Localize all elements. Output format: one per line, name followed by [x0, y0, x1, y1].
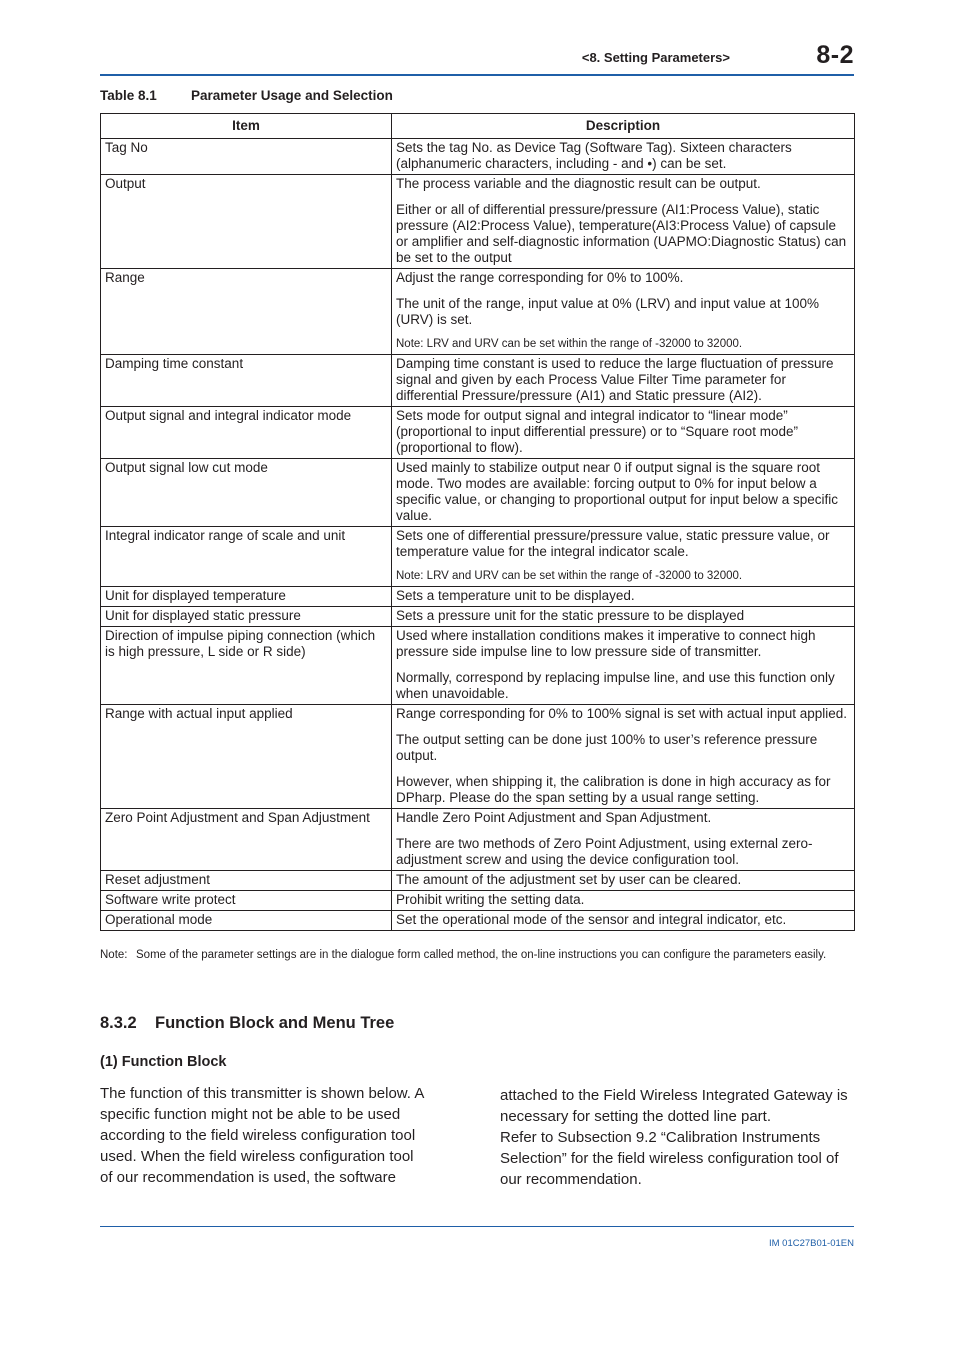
description-cell — [392, 871, 855, 891]
description-paragraph: Adjust the range corresponding for 0% to 100%. — [396, 270, 684, 285]
table-row — [101, 607, 855, 627]
column-header-item: Item — [101, 114, 392, 139]
description-paragraph: Handle Zero Point Adjustment and Span Adjustment. — [396, 810, 712, 825]
description-cell — [392, 355, 855, 407]
body-left-column — [100, 1083, 430, 1188]
page-header — [100, 41, 854, 74]
section-title: Function Block and Menu Tree — [155, 1014, 395, 1032]
description-paragraph: Normally, correspond by replacing impulse line, and use this function only when unavoidable. — [396, 670, 835, 701]
table-body — [101, 139, 855, 931]
description-cell — [392, 627, 855, 705]
description-cell — [392, 891, 855, 911]
item-cell: Tag No — [101, 139, 392, 175]
header-rule — [100, 74, 854, 76]
table-row — [101, 627, 855, 705]
description-cell — [392, 587, 855, 607]
body-right-column — [500, 1085, 860, 1190]
body-paragraph: The function of this transmitter is shown below. A specific function might not be able to be used according to the field wireless configuration tool used. When the field wireless configuration tool of our recommendation is used, the software — [100, 1085, 424, 1186]
section-heading — [100, 1014, 394, 1033]
item-cell: Zero Point Adjustment and Span Adjustment — [101, 809, 392, 871]
description-cell — [392, 607, 855, 627]
cell-note: Note: LRV and URV can be set within the range of -32000 to 32000. — [396, 338, 743, 350]
description-paragraph: Sets one of differential pressure/pressure value, static pressure value, or temperature value for the integral indicator scale. — [396, 528, 830, 559]
table-row — [101, 407, 855, 459]
table-note — [100, 948, 854, 963]
description-paragraph: Sets the tag No. as Device Tag (Software Tag). Sixteen characters (alphanumeric characters, including - and •) can be set. — [396, 140, 792, 171]
description-paragraph: The process variable and the diagnostic result can be output. — [396, 176, 761, 191]
description-paragraph: Sets a temperature unit to be displayed. — [396, 588, 635, 603]
chapter-title: <8. Setting Parameters> — [581, 50, 730, 65]
description-paragraph: The output setting can be done just 100% to user’s reference pressure output. — [396, 732, 818, 763]
table-row — [101, 587, 855, 607]
description-paragraph: Either or all of differential pressure/pressure (AI1:Process Value), static pressure (AI2:Process Value), temperature(AI3:Process Value) of capsule or amplifier and self-diagnostic information (UAPMO:Diagnostic Status) can be set to the output — [396, 202, 847, 265]
footer-rule — [100, 1226, 854, 1227]
item-cell: Output — [101, 175, 392, 269]
table-row — [101, 459, 855, 527]
table-title: Parameter Usage and Selection — [191, 88, 393, 103]
item-cell: Output signal low cut mode — [101, 459, 392, 527]
description-cell — [392, 175, 855, 269]
table-row — [101, 705, 855, 809]
description-cell — [392, 911, 855, 931]
description-cell — [392, 407, 855, 459]
table-caption — [100, 88, 393, 103]
table-row — [101, 355, 855, 407]
table-row — [101, 911, 855, 931]
description-cell — [392, 705, 855, 809]
document-id: IM 01C27B01-01EN — [768, 1238, 854, 1249]
description-paragraph: Range corresponding for 0% to 100% signal is set with actual input applied. — [396, 706, 848, 721]
table-note-text: Some of the parameter settings are in the dialogue form called method, the on-line instructions you can configure the parameters easily. — [136, 949, 827, 961]
item-cell: Unit for displayed temperature — [101, 587, 392, 607]
section-number: 8.3.2 — [100, 1014, 137, 1032]
item-cell: Reset adjustment — [101, 871, 392, 891]
body-paragraph: Refer to Subsection 9.2 “Calibration Instruments Selection” for the field wireless configuration tool of our recommendation. — [500, 1129, 839, 1188]
description-paragraph: Used where installation conditions makes it imperative to connect high pressure side impulse line to low pressure side of transmitter. — [396, 628, 816, 659]
item-cell: Operational mode — [101, 911, 392, 931]
table-row — [101, 269, 855, 355]
item-cell: Software write protect — [101, 891, 392, 911]
description-paragraph: Set the operational mode of the sensor and integral indicator, etc. — [396, 912, 787, 927]
item-cell: Range — [101, 269, 392, 355]
table-row — [101, 891, 855, 911]
item-cell: Damping time constant — [101, 355, 392, 407]
parameter-table — [100, 113, 855, 931]
description-paragraph: Damping time constant is used to reduce the large fluctuation of pressure signal and given by each Process Value Filter Time parameter for differential Pressure/pressure (AI1) and Static pressure (AI2). — [396, 356, 834, 403]
table-header-row — [101, 114, 855, 139]
description-paragraph: Sets a pressure unit for the static pressure to be displayed — [396, 608, 745, 623]
table-row — [101, 175, 855, 269]
table-number: Table 8.1 — [100, 88, 157, 103]
description-cell — [392, 459, 855, 527]
description-paragraph: Used mainly to stabilize output near 0 if output signal is the square root mode. Two modes are available: forcing output to 0% for input below a specific value, or changing to proportional output for input below a specific value. — [396, 460, 839, 523]
description-paragraph: Sets mode for output signal and integral indicator to “linear mode” (proportional to input differential pressure) or to “Square root mode” (proportional to flow). — [396, 408, 798, 455]
subsection-heading: (1) Function Block — [100, 1054, 227, 1070]
table-note-label: Note: — [100, 949, 128, 961]
item-cell: Unit for displayed static pressure — [101, 607, 392, 627]
description-paragraph: Prohibit writing the setting data. — [396, 892, 585, 907]
item-cell: Output signal and integral indicator mode — [101, 407, 392, 459]
description-paragraph: The amount of the adjustment set by user can be cleared. — [396, 872, 742, 887]
description-paragraph: However, when shipping it, the calibration is done in high accuracy as for DPharp. Please do the span setting by a usual range setting. — [396, 774, 831, 805]
description-cell — [392, 269, 855, 355]
table-row — [101, 139, 855, 175]
description-paragraph: The unit of the range, input value at 0% (LRV) and input value at 100% (URV) is set. — [396, 296, 820, 327]
description-paragraph: There are two methods of Zero Point Adjustment, using external zero-adjustment screw and using the device configuration tool. — [396, 836, 813, 867]
description-cell — [392, 527, 855, 587]
table-row — [101, 527, 855, 587]
page-number: 8-2 — [816, 41, 854, 69]
table-row — [101, 809, 855, 871]
body-paragraph: attached to the Field Wireless Integrated Gateway is necessary for setting the dotted line part. — [500, 1087, 848, 1125]
item-cell: Range with actual input applied — [101, 705, 392, 809]
table-row — [101, 871, 855, 891]
column-header-description: Description — [392, 114, 855, 139]
cell-note: Note: LRV and URV can be set within the range of -32000 to 32000. — [396, 570, 743, 582]
item-cell: Direction of impulse piping connection (which is high pressure, L side or R side) — [101, 627, 392, 705]
description-cell — [392, 809, 855, 871]
item-cell: Integral indicator range of scale and unit — [101, 527, 392, 587]
description-cell — [392, 139, 855, 175]
